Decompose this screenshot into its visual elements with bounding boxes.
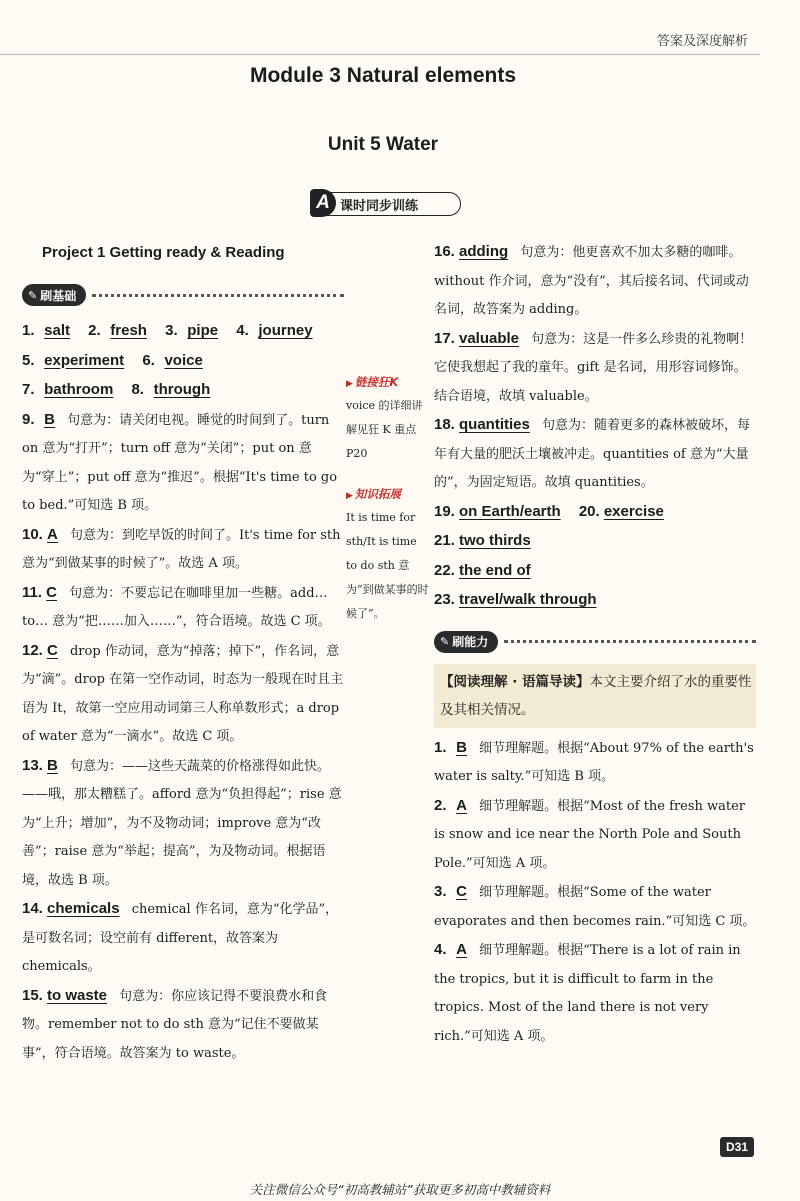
brush-icon: ✎	[28, 288, 38, 302]
answer-number: 21.	[434, 532, 455, 549]
right-column	[434, 238, 756, 1051]
note-text: voice 的详细讲解见狂 K 重点 P20	[346, 399, 423, 460]
answer-number: 3.	[165, 322, 178, 339]
answer-2	[88, 324, 155, 339]
answer-text: two thirds	[459, 532, 531, 549]
answer-explanation: 句意为：他更喜欢不加太多糖的咖啡。without 作介词，意为“没有”，其后接名词、代词或动名词，故答案为 adding。	[434, 245, 749, 317]
basic-section-label: 刷基础	[40, 288, 77, 303]
answer-7	[22, 383, 121, 398]
answer-9	[22, 406, 344, 521]
answer-number: 4.	[236, 322, 249, 339]
answer-text: through	[153, 381, 211, 398]
section-banner	[313, 192, 461, 216]
answer-16	[434, 238, 756, 325]
answer-row-19-20	[434, 498, 756, 528]
answer-number: 2.	[88, 322, 101, 339]
answer-number: 12.	[22, 641, 43, 659]
answer-15	[22, 982, 344, 1069]
answer-number: 6.	[142, 351, 155, 369]
answer-12	[22, 637, 344, 752]
answer-number: 16.	[434, 243, 455, 260]
answer-number: 22.	[434, 561, 455, 579]
answer-text: bathroom	[44, 381, 114, 398]
answer-5	[22, 351, 132, 369]
header-bar	[0, 0, 800, 58]
answer-number: 19.	[434, 502, 455, 520]
answer-text: A	[456, 941, 467, 958]
answer-number: 14.	[22, 900, 43, 917]
ability-section-badge	[434, 631, 498, 653]
answer-text: B	[47, 756, 58, 774]
note-label: ▶ 知识拓展	[346, 484, 430, 506]
banner-text: 课时同步训练	[340, 198, 419, 214]
answer-text: C	[46, 583, 58, 601]
dotted-divider	[92, 294, 344, 297]
answer-explanation: 句意为：到吃早饭的时间了。It's time for sth 意为“到做某事的时候了”。故选 A 项。	[22, 527, 341, 571]
answer-13	[22, 752, 344, 896]
answer-number: 15.	[22, 986, 43, 1004]
answer-text: fresh	[110, 322, 147, 339]
answer-explanation: 细节理解题。根据“There is a lot of rain in the tropics, but it is difficult to farm in the tropics. Most of the land there is not very rich.”可知选 A 项。	[434, 943, 741, 1044]
answer-text: C	[456, 883, 467, 900]
answer-23	[434, 586, 756, 616]
answer-text: adding	[459, 243, 509, 260]
answer-4	[236, 324, 320, 339]
margin-note-link	[346, 372, 430, 466]
answer-row-1-4	[22, 317, 344, 347]
answer-10	[22, 521, 344, 579]
answer-explanation: 句意为：随着更多的森林被破坏，每年有大量的肥沃土壤被冲走。quantities of 意为“大量的”，为固定短语。故填 quantities。	[434, 418, 750, 490]
passage-text: 本文主要介绍了水的重要性及其相关情况。	[440, 673, 752, 718]
answer-14	[22, 895, 344, 982]
answer-number: 9.	[22, 410, 35, 428]
answer-text: chemicals	[47, 900, 120, 917]
note-text: It is time for sth/It is time to do sth 意为“到做某事的时候了”。	[346, 511, 429, 620]
answer-explanation: 句意为：请关闭电视。睡觉的时间到了。turn on 意为“打开”；turn off 意为“关闭”；put on 意为“穿上”；put off 意为“推迟”。根据“It's time to go to bed.”可知选 B 项。	[22, 412, 338, 513]
answer-1	[22, 324, 78, 339]
answer-row-7-8	[22, 376, 344, 406]
answer-text: B	[456, 738, 467, 756]
basic-section-header	[22, 283, 344, 307]
answer-text: quantities	[459, 416, 530, 433]
answer-explanation: 细节理解题。根据“Most of the fresh water is snow and ice near the North Pole and South Pole.”可知选 A 项。	[434, 798, 746, 871]
answer-18	[434, 411, 756, 498]
answer-8	[131, 383, 218, 398]
answer-explanation: 细节理解题。根据“About 97% of the earth's water is salty.”可知选 B 项。	[434, 740, 754, 784]
reading-answer-4	[434, 936, 756, 1051]
answer-row-5-6	[22, 347, 344, 377]
answer-22	[434, 557, 756, 587]
answer-text: travel/walk through	[459, 591, 597, 608]
answer-text: A	[456, 796, 467, 814]
answer-explanation: 句意为：——这些天蔬菜的价格涨得如此快。——哦，那太糟糕了。afford 意为“负担得起”；rise 意为“上升；增加”，为不及物动词；improve 意为“改善”；raise 意为“举起；提高”，为及物动词。根据语境，故选 B 项。	[22, 758, 342, 888]
module-title: Module 3 Natural elements	[249, 64, 517, 87]
answer-11	[22, 579, 344, 637]
project-title: Project 1 Getting ready & Reading	[42, 244, 285, 261]
answer-number: 18.	[434, 416, 455, 433]
reading-answer-2	[434, 792, 756, 879]
answer-explanation: 句意为：这是一件多么珍贵的礼物啊！它使我想起了我的童年。gift 是名词，用形容词修饰。结合语境，故填 valuable。	[434, 331, 753, 404]
answer-text: experiment	[44, 351, 125, 369]
brush-icon: ✎	[440, 635, 450, 648]
answer-text: valuable	[459, 329, 520, 347]
answer-number: 23.	[434, 591, 455, 608]
margin-notes	[346, 372, 430, 644]
dotted-divider	[504, 640, 756, 643]
header-tag: 答案及深度解析	[656, 34, 748, 49]
answer-text: C	[47, 641, 58, 659]
answer-text: on Earth/earth	[459, 502, 561, 520]
banner-letter: A	[310, 189, 336, 217]
answer-number: 3.	[434, 883, 447, 900]
answer-number: 1.	[434, 738, 447, 756]
answer-6	[142, 351, 211, 369]
reading-answer-1	[434, 734, 756, 792]
answer-text: to waste	[47, 986, 108, 1004]
answer-explanation: 句意为：你应该记得不要浪费水和食物。remember not to do sth 意为“记住不要做某事”，符合语境。故答案为 to waste。	[22, 988, 328, 1061]
footer-notice: 关注微信公众号“初高教辅站”获取更多初高中教辅资料	[249, 1182, 551, 1197]
answer-3	[165, 324, 226, 339]
basic-section-badge	[22, 284, 86, 306]
unit-title: Unit 5 Water	[327, 134, 439, 155]
answer-20	[578, 502, 672, 520]
left-column	[22, 244, 344, 1068]
answer-text: salt	[44, 322, 70, 339]
answer-explanation: chemical 作名词，意为“化学品”，是可数名词；设空前有 different，故答案为 chemicals。	[22, 902, 339, 974]
answer-number: 8.	[131, 381, 144, 398]
answer-number: 2.	[434, 796, 447, 814]
answer-text: journey	[258, 322, 313, 339]
answer-number: 5.	[22, 351, 35, 369]
answer-number: 7.	[22, 381, 35, 398]
answer-number: 4.	[434, 941, 447, 958]
answer-explanation: 句意为：不要忘记在咖啡里加一些糖。add… to… 意为“把……加入……”，符合语境。故选 C 项。	[22, 585, 331, 629]
answer-text: B	[44, 410, 55, 428]
passage-guide	[434, 664, 756, 728]
answer-explanation: 细节理解题。根据“Some of the water evaporates and then becomes rain.”可知选 C 项。	[434, 885, 756, 929]
answer-text: the end of	[459, 561, 531, 579]
reading-answer-3	[434, 878, 756, 936]
ability-section-label: 刷能力	[452, 635, 489, 649]
note-label: ▶ 链接狂K	[346, 372, 430, 394]
header-rule	[0, 54, 760, 55]
answer-17	[434, 325, 756, 412]
answer-21	[434, 527, 756, 557]
answer-number: 11.	[22, 583, 43, 601]
answer-text: voice	[164, 351, 203, 369]
answer-number: 17.	[434, 329, 455, 347]
answer-number: 1.	[22, 322, 35, 339]
answer-number: 13.	[22, 756, 43, 774]
answer-text: pipe	[187, 322, 219, 339]
passage-label: 【阅读理解 · 语篇导读】	[440, 673, 590, 690]
answer-text: A	[47, 525, 58, 543]
answer-explanation: drop 作动词，意为“掉落；掉下”，作名词，意为“滴”。drop 在第一空作动词，时态为一般现在时且主语为 It，故第一空应用动词第三人称单数形式；a drop of water 意为“一滴水”。故选 C 项。	[22, 643, 344, 744]
answer-text: exercise	[603, 502, 664, 520]
answer-number: 10.	[22, 525, 43, 543]
ability-section-header	[434, 630, 756, 654]
answer-19	[434, 502, 569, 520]
answer-number: 20.	[578, 502, 600, 520]
page-number: D31	[720, 1137, 754, 1157]
margin-note-extension	[346, 484, 430, 626]
